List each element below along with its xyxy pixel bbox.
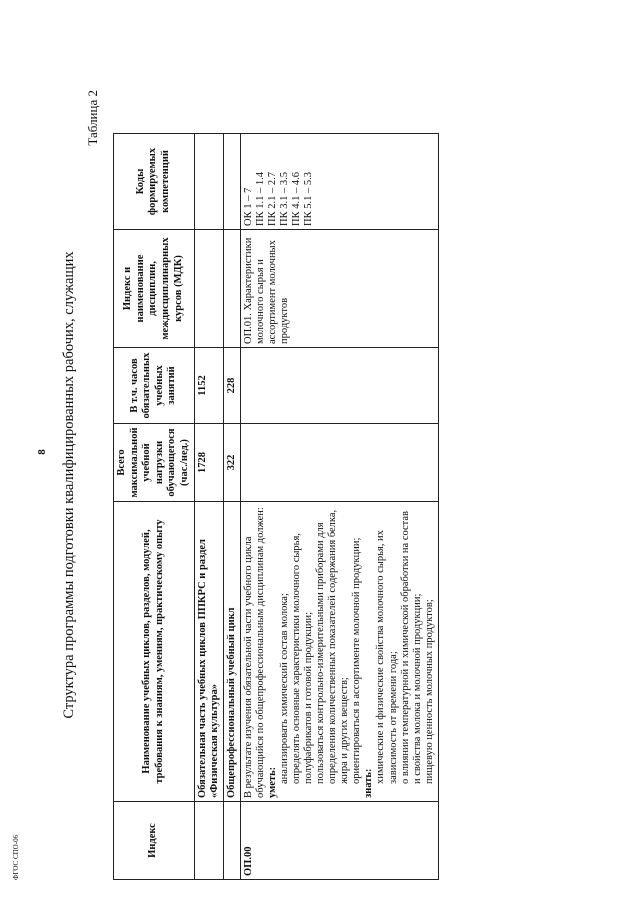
row-name: Общепрофессиональный учебный цикл [223,502,240,802]
table-header-row [114,134,195,880]
header-total: Всего максимальной учебной нагрузки обучающегося (час./нед.) [114,424,195,502]
row-required [240,348,438,424]
row-name: Обязательная часть учебных циклов ППКРС и раздел «Физическая культура» [194,502,223,802]
page-number: 8 [36,449,48,455]
program-structure-table [113,133,439,880]
header-index: Индекс [114,802,195,880]
umet-item: определять основные характеристики молочного сырья, полуфабрикатов и готовой продукции; [291,533,315,784]
page-title: Структура программы подготовки квалифицированных рабочих, служащих [61,251,77,719]
row-discipline [194,230,223,348]
znat-item: химические и физические свойства молочного сырья, их зависимость от времени года; [375,530,399,784]
competency-code: ПК 5.1 – 5.3 [303,172,315,226]
competency-code: ОК 1 – 7 [242,187,254,226]
row-requirements [240,502,438,802]
znat-item: пищевую ценность молочных продуктов; [423,599,435,784]
header-name: Наименование учебных циклов, разделов, модулей, требования к знаниям, умениям, практическому опыту [114,502,195,802]
table-row [194,134,223,880]
row-total: 322 [223,424,240,502]
competency-code: ПК 3.1 – 3.5 [278,172,290,226]
header-discipline: Индекс и наименование дисциплин, междисциплинарных курсов (МДК) [114,230,195,348]
requirements-intro: В результате изучения обязательной части учебного цикла обучающийся по общепрофессиональным дисциплинам должен: [242,507,266,798]
footer-code: ФГОС СПО-06 [12,834,20,880]
row-index [223,802,240,880]
competency-code: ПК 2.1 – 2.7 [266,172,278,226]
row-total: 1728 [194,424,223,502]
table-label: Таблица 2 [85,90,100,146]
umet-item: пользоваться контрольно-измерительными приборами для определения количественных показателей содержания белка, жира и других веществ; [315,509,351,784]
row-required: 1152 [194,348,223,424]
row-index: ОП.00 [240,802,438,880]
znat-item: о влиянии температурной и химической обработки на состав и свойства молока и молочной продукции; [399,510,423,784]
row-discipline [223,230,240,348]
row-required: 228 [223,348,240,424]
header-codes: Коды формируемых компетенций [114,134,195,230]
row-codes [194,134,223,230]
header-required: В т.ч. часов обязательных учебных занятий [114,348,195,424]
table-row [240,134,438,880]
umet-item: ориентироваться в ассортименте молочной продукции; [351,537,363,784]
row-codes [240,134,438,230]
umet-item: анализировать химический состав молока; [278,593,290,784]
rotated-page-content [45,30,585,880]
row-index [194,802,223,880]
row-total [240,424,438,502]
row-discipline: ОП.01. Характеристики молочного сырья и ассортимент молочных продуктов [240,230,438,348]
competency-code: ПК 4.1 – 4.6 [291,172,302,226]
znat-label: знать: [363,768,375,798]
competency-code: ПК 1.1 – 1.4 [254,172,266,226]
row-codes [223,134,240,230]
table-row [223,134,240,880]
umet-label: уметь: [266,766,278,798]
